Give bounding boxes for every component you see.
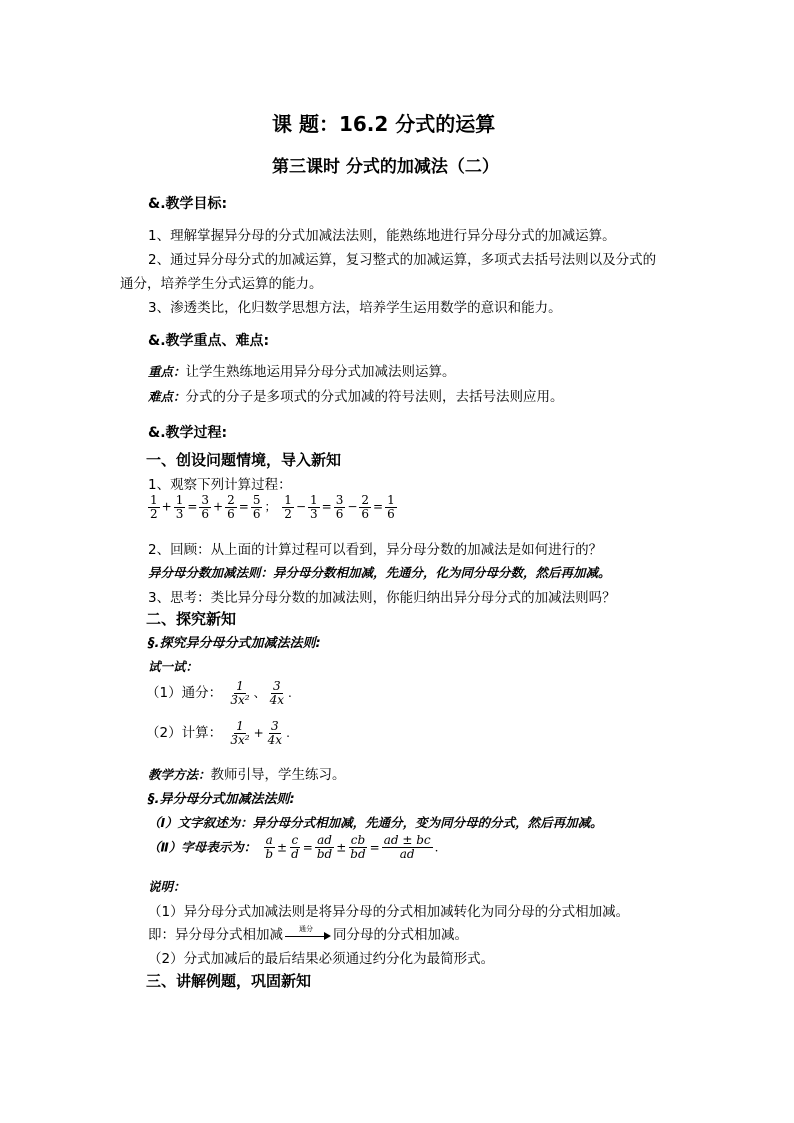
observe-text: 1、观察下列计算过程： [148, 477, 292, 493]
rule-letter-label: （Ⅱ）字母表示为： [148, 839, 257, 855]
arrow-label: 通分 [299, 925, 313, 933]
note-after-arrow: 同分母的分式相加减。 [333, 927, 468, 943]
goals-heading: &.教学目标: [148, 196, 228, 212]
hard-label: 难点： [148, 389, 186, 404]
fraction: $\frac{1}{2}$ [150, 493, 158, 521]
review-text: 2、回顾：从上面的计算过程可以看到，异分母分数的加减法是如何进行的？ [148, 542, 603, 558]
goal-item-2a: 2、通过异分母分式的加减运算，复习整式的加减运算，多项式去括号法则以及分式的 [148, 252, 657, 268]
fraction: $\frac{a}{b}$ [265, 833, 274, 861]
process-heading: &.教学过程: [148, 425, 228, 441]
rule-heading: §.异分母分式加减法法则: [148, 792, 295, 807]
page-title: 课 题：16.2 分式的运算 [272, 112, 496, 136]
keypoints-heading: &.教学重点、难点: [148, 333, 270, 349]
note-before-arrow: 即：异分母分式相加减 [148, 927, 283, 943]
hard-point [148, 385, 564, 405]
part1-heading: 一、创设问题情境，导入新知 [146, 451, 342, 469]
goal-item-2b: 通分，培养学生分式运算的能力。 [120, 276, 323, 292]
note-1: （1）异分母分式加减法则是将异分母的分式相加减转化为同分母的分式相加减。 [148, 904, 630, 920]
try-label: 试一试： [148, 659, 199, 674]
note-2: （2）分式加减后的最后结果必须通过约分化为最简形式。 [148, 951, 495, 967]
fraction: $\frac{5}{6}$ [252, 493, 261, 521]
key-label: 重点： [148, 364, 186, 379]
method [148, 763, 346, 783]
rule-text [148, 813, 603, 831]
rule-text-body: 异分母分式相加减，先通分，变为同分母的分式，然后再加减。 [252, 815, 603, 830]
think-text: 3、思考：类比异分母分数的加减法则，你能归纳出异分母分式的加减法则吗？ [148, 590, 616, 606]
fraction: $\frac{1}{3}$ [310, 493, 318, 521]
fraction: $\frac{1}{2}$ [284, 493, 292, 521]
fraction: $\frac{c}{d}$ [291, 833, 299, 861]
key-point [148, 360, 456, 380]
note-heading: 说明： [148, 879, 186, 894]
fraction: $\frac{1}{3}$ [175, 493, 184, 521]
fraction-example: $\frac{1}{2}$ + $\frac{1}{3}$ = $\frac{3}{6}$ + $\frac{2}{6}$ = $\frac{5}{6}$ ； $\frac{1}{2}$ − $\frac{1}{3}$ = $\frac{3}{6}$ − $\frac{2}{6}$ = $\frac{1}{6}$ [150, 493, 395, 521]
method-label: 教学方法： [148, 767, 211, 782]
question-1: （1）通分： $\frac{1}{\text{3x²}}$ 、 $\frac{3}{4x}$ . [146, 679, 292, 707]
question-2: （2）计算： $\frac{1}{\text{3x²}}$ + $\frac{3}{4x}$ . [146, 719, 290, 747]
page-subtitle: 第三课时 分式的加减法（二） [272, 157, 499, 177]
fraction: $\frac{1}{\text{3x²}}$ [230, 719, 250, 747]
fraction: $\frac{3}{6}$ [335, 493, 344, 521]
fraction: $\frac{1}{6}$ [387, 493, 395, 521]
hard-text: 分式的分子是多项式的分式加减的符号法则，去括号法则应用。 [185, 389, 564, 405]
explore-heading: §.探究异分母分式加减法法则: [148, 636, 321, 651]
fraction: $\frac{3}{6}$ [201, 493, 210, 521]
right-arrow-icon [285, 925, 331, 941]
part2-heading: 二、探究新知 [146, 610, 237, 628]
q2-label: （2）计算： [146, 725, 223, 742]
note-arrow-line [148, 923, 468, 943]
fraction: $\frac{3}{4x}$ [269, 679, 285, 707]
goal-item-1: 1、理解掌握异分母的分式加减法法则，能熟练地进行异分母分式的加减运算。 [148, 228, 616, 244]
key-text: 让学生熟练地运用异分母分式加减法则运算。 [185, 364, 456, 380]
q1-label: （1）通分： [146, 685, 223, 702]
fraction-rule: 异分母分数加减法则：异分母分数相加减，先通分，化为同分母分数，然后再加减。 [148, 565, 611, 580]
fraction: $\frac{ad}{bd}$ [316, 833, 333, 861]
fraction: $\frac{3}{4x}$ [267, 719, 283, 747]
part3-heading: 三、讲解例题，巩固新知 [146, 972, 312, 990]
fraction: $\frac{1}{\text{3x²}}$ [230, 679, 250, 707]
fraction: $\frac{cb}{bd}$ [350, 833, 366, 861]
method-text: 教师引导，学生练习。 [210, 767, 346, 783]
rule-text-label: （Ⅰ）文字叙述为： [148, 815, 253, 830]
fraction: $\frac{2}{6}$ [361, 493, 370, 521]
rule-letter: （Ⅱ）字母表示为： $\frac{a}{b}$ ± $\frac{c}{d}$ = $\frac{ad}{bd}$ ± $\frac{cb}{bd}$ = $\frac{ad \pm bc}{ad}$ . [148, 833, 439, 861]
fraction: $\frac{ad \pm bc}{ad}$ [383, 833, 431, 861]
goal-item-3: 3、渗透类比，化归数学思想方法，培养学生运用数学的意识和能力。 [148, 300, 562, 316]
fraction: $\frac{2}{6}$ [227, 493, 235, 521]
